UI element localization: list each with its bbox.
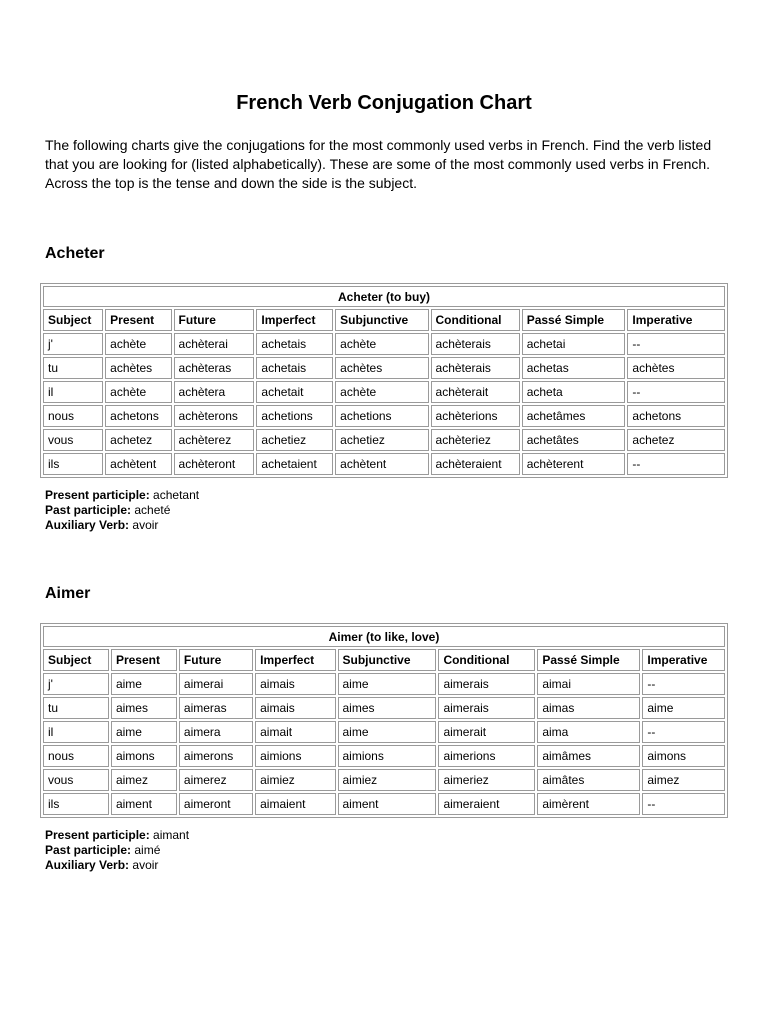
table-cell: j' [43,673,109,695]
column-header: Passé Simple [537,649,640,671]
table-row [43,333,725,355]
table-row [43,357,725,379]
table-cell: achètera [174,381,255,403]
table-cell: aimais [255,673,335,695]
present-participle-label: Present participle: [45,488,150,502]
table-cell: achetaient [256,453,333,475]
table-cell: achètent [335,453,428,475]
table-header-row [43,649,725,671]
column-header: Imperfect [255,649,335,671]
table-cell: aimerait [438,721,535,743]
table-cell: achètes [335,357,428,379]
table-cell: nous [43,405,103,427]
table-cell: aimerai [179,673,253,695]
table-cell: vous [43,769,109,791]
past-participle-label: Past participle: [45,843,132,857]
table-cell: -- [627,453,725,475]
table-cell: tu [43,697,109,719]
table-cell: aimeraient [438,793,535,815]
table-row [43,721,725,743]
auxiliary-verb-label: Auxiliary Verb: [45,518,130,532]
table-cell: achetâtes [522,429,626,451]
table-cell: achèteraient [431,453,520,475]
table-row [43,405,725,427]
table-cell: achetez [105,429,171,451]
table-cell: aiment [338,793,437,815]
table-cell: aimiez [338,769,437,791]
verb-info-acheter [45,488,199,533]
table-row [43,381,725,403]
table-cell: aima [537,721,640,743]
verb-heading-aimer: Aimer [45,585,91,602]
table-cell: -- [627,381,725,403]
column-header: Conditional [438,649,535,671]
table-cell: achèterai [174,333,255,355]
table-caption: Acheter (to buy) [43,286,725,307]
table-cell: achèterais [431,357,520,379]
table-cell: achèterent [522,453,626,475]
auxiliary-verb-value: avoir [132,518,159,532]
column-header: Imperative [627,309,725,331]
table-cell: achèteras [174,357,255,379]
table-row [43,429,725,451]
table-cell: aime [338,673,437,695]
table-cell: aimais [255,697,335,719]
table-cell: achèterez [174,429,255,451]
table-cell: aimes [338,697,437,719]
table-cell: -- [642,673,725,695]
table-cell: achetions [256,405,333,427]
table-cell: aimèrent [537,793,640,815]
present-participle-label: Present participle: [45,828,150,842]
table-cell: achetais [256,357,333,379]
table-cell: achètes [105,357,171,379]
table-header-row [43,309,725,331]
table-cell: aiment [111,793,177,815]
table-cell: aimaient [255,793,335,815]
table-cell: achèterions [431,405,520,427]
table-cell: aimâtes [537,769,640,791]
column-header: Future [174,309,255,331]
present-participle-value: aimant [153,828,190,842]
table-cell: aimeront [179,793,253,815]
table-cell: aimas [537,697,640,719]
table-cell: achetons [627,405,725,427]
table-cell: achète [105,333,171,355]
table-cell: j' [43,333,103,355]
table-cell: aime [111,673,177,695]
table-cell: aimait [255,721,335,743]
table-cell: aimions [338,745,437,767]
table-cell: ils [43,453,103,475]
table-row [43,793,725,815]
column-header: Present [105,309,171,331]
past-participle-value: aimé [134,843,161,857]
table-cell: il [43,381,103,403]
table-cell: achetiez [335,429,428,451]
table-cell: aimera [179,721,253,743]
table-cell: aimons [642,745,725,767]
table-cell: achète [105,381,171,403]
auxiliary-verb-label: Auxiliary Verb: [45,858,130,872]
table-cell: aimeriez [438,769,535,791]
table-cell: -- [627,333,725,355]
table-row [43,453,725,475]
past-participle-value: acheté [134,503,171,517]
table-cell: aimes [111,697,177,719]
intro-paragraph: The following charts give the conjugations for the most commonly used verbs in French. Find the verb listed that you are looking for (listed alphabetically). These are some of the most commonly used verbs in French. Across the top is the tense and down the side is the subject. [45,137,712,191]
table-cell: aimeras [179,697,253,719]
table-cell: achète [335,381,428,403]
table-cell: aime [111,721,177,743]
table-cell: nous [43,745,109,767]
table-cell: achetiez [256,429,333,451]
table-cell: achète [335,333,428,355]
table-cell: -- [642,793,725,815]
conjugation-table-aimer [40,623,728,818]
present-participle-value: achetant [153,488,200,502]
column-header: Subjunctive [335,309,428,331]
table-row [43,769,725,791]
column-header: Subject [43,309,103,331]
table-cell: aimions [255,745,335,767]
table-cell: aimerais [438,673,535,695]
table-cell: achetions [335,405,428,427]
table-cell: -- [642,721,725,743]
table-cell: achetai [522,333,626,355]
conjugation-table-acheter [40,283,728,478]
table-cell: aimez [111,769,177,791]
column-header: Subjunctive [338,649,437,671]
auxiliary-verb-value: avoir [132,858,159,872]
table-cell: achetais [256,333,333,355]
table-row [43,697,725,719]
column-header: Imperative [642,649,725,671]
table-cell: acheta [522,381,626,403]
table-cell: achetait [256,381,333,403]
column-header: Future [179,649,253,671]
table-cell: aime [338,721,437,743]
past-participle-label: Past participle: [45,503,132,517]
table-cell: vous [43,429,103,451]
table-cell: aimai [537,673,640,695]
table-cell: aime [642,697,725,719]
table-cell: achetez [627,429,725,451]
table-cell: achèterais [431,333,520,355]
page-title: French Verb Conjugation Chart [236,92,532,114]
table-cell: aimâmes [537,745,640,767]
table-row [43,745,725,767]
table-cell: achèterons [174,405,255,427]
column-header: Conditional [431,309,520,331]
table-cell: aimez [642,769,725,791]
table-cell: ils [43,793,109,815]
table-cell: achetâmes [522,405,626,427]
table-row [43,673,725,695]
table-cell: aimons [111,745,177,767]
column-header: Present [111,649,177,671]
table-cell: aimerez [179,769,253,791]
column-header: Passé Simple [522,309,626,331]
table-cell: aimerons [179,745,253,767]
table-cell: achetas [522,357,626,379]
table-cell: achètes [627,357,725,379]
table-cell: achèteriez [431,429,520,451]
table-cell: aimerions [438,745,535,767]
column-header: Imperfect [256,309,333,331]
table-cell: achètent [105,453,171,475]
verb-info-aimer [45,828,189,873]
table-cell: tu [43,357,103,379]
table-cell: aimerais [438,697,535,719]
verb-heading-acheter: Acheter [45,245,105,262]
table-cell: achèterait [431,381,520,403]
table-cell: il [43,721,109,743]
table-cell: achèteront [174,453,255,475]
table-caption: Aimer (to like, love) [43,626,725,647]
table-cell: aimiez [255,769,335,791]
table-cell: achetons [105,405,171,427]
column-header: Subject [43,649,109,671]
